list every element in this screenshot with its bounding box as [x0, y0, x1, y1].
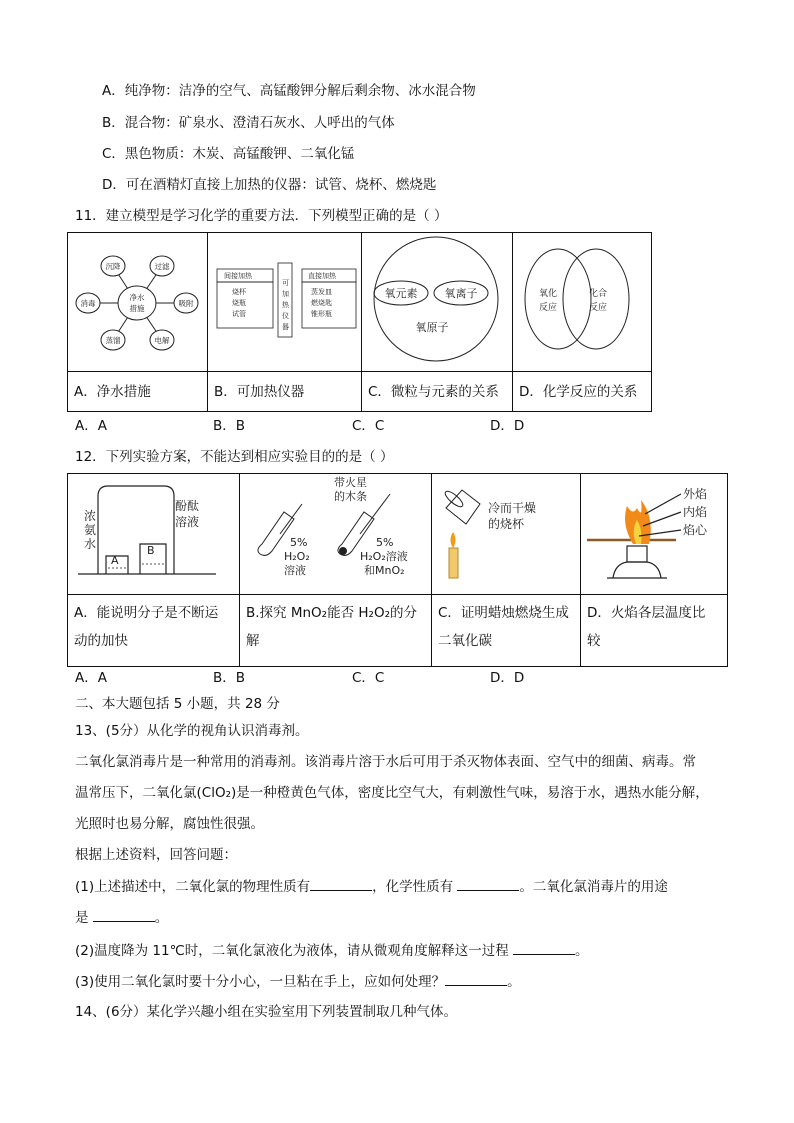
fig12b-top: 带火星 [334, 476, 367, 489]
q13-sub1: (1)上述描述中，二氧化氯的物理性质有 ，化学性质有 。二氧化氯消毒片的用途 [75, 876, 668, 897]
fig12b-right: 5% [376, 536, 394, 549]
fig-b-right-item: 锥形瓶 [311, 310, 332, 318]
q11-caption-b: B．可加热仪器 [208, 372, 362, 412]
answer-blank[interactable] [513, 940, 575, 955]
fig-b-mid: 器 [282, 323, 289, 331]
fig-a-node: 过滤 [154, 262, 170, 271]
q11-caption-d: D．化学反应的关系 [513, 372, 652, 412]
fig-b-right-item: 蒸发皿 [311, 288, 332, 296]
fig-a-node: 吸附 [178, 299, 194, 308]
fig12a-beaker-a: A [111, 554, 119, 567]
q12-answer-a: A．A [75, 670, 107, 686]
q11-answer-d: D．D [490, 418, 525, 434]
q13-para-2: 温常压下，二氧化氯(ClO₂)是一种橙黄色气体，密度比空气大，有刺激性气味，易溶于水，遇热水能分解， [75, 785, 709, 801]
q12-answer-b: B．B [213, 670, 246, 686]
q14-stem: 14、(6分）某化学兴趣小组在实验室用下列装置制取几种气体。 [75, 1004, 458, 1020]
fig-b-left-item: 烧杯 [232, 288, 246, 296]
q10-option-b: B．混合物：矿泉水、澄清石灰水、人呼出的气体 [102, 115, 395, 131]
fig-b-right-item: 燃烧匙 [311, 299, 332, 307]
q11-stem: 11．建立模型是学习化学的重要方法．下列模型正确的是（ ） [75, 208, 448, 224]
q13-prompt: 根据上述资料，回答问题： [75, 847, 237, 863]
q10-option-c: C．黑色物质：木炭、高锰酸钾、二氧化锰 [102, 146, 355, 162]
q13-sub3: (3)使用二氧化氯时要十分小心，一旦粘在手上，应如何处理？ 。 [75, 971, 521, 992]
fig-c-atom: 氧原子 [415, 321, 449, 334]
fig12b-left: H₂O₂ [284, 550, 310, 563]
fig12a-left: 氨 [84, 523, 97, 537]
q11-answer-b: B．B [213, 418, 246, 434]
fig12a-right: 溶液 [175, 515, 200, 529]
fig-b-mid: 可 [282, 279, 289, 287]
answer-blank[interactable] [457, 876, 519, 891]
fig-b-left-item: 烧瓶 [232, 299, 246, 307]
fig12a-beaker-b: B [147, 544, 155, 557]
fig12d-inner: 内焰 [683, 505, 708, 519]
q11-fig-d [513, 233, 652, 372]
fig12c-label: 冷而干燥 [488, 501, 537, 515]
q12-caption-a: A．能说明分子是不断运 动的加快 [68, 595, 240, 667]
fig-b-mid: 仪 [282, 312, 289, 320]
q11-fig-b [208, 233, 362, 372]
q12-stem: 12．下列实验方案，不能达到相应实验目的的是（ ） [75, 449, 394, 465]
fig-b-mid: 加 [282, 290, 289, 298]
q12-fig-b [240, 474, 432, 595]
q11-fig-c [362, 233, 513, 372]
q13-para-1: 二氧化氯消毒片是一种常用的消毒剂。该消毒片溶于水后可用于杀灭物体表面、空气中的细菌、病毒。常 [75, 754, 696, 770]
q12-figure-table [67, 473, 728, 667]
answer-blank[interactable] [445, 971, 507, 986]
fig-a-node: 消毒 [80, 299, 96, 308]
q13-sub2: (2)温度降为 11℃时，二氧化氯液化为液体，请从微观角度解释这一过程 。 [75, 940, 589, 961]
fig-b-left-head: 间接加热 [224, 272, 252, 280]
fig-a-center-1: 净水 [129, 293, 145, 302]
fig12b-top: 的木条 [334, 490, 367, 503]
q12-caption-c: C．证明蜡烛燃烧生成 二氧化碳 [432, 595, 581, 667]
fig12a-right: 酚酞 [175, 499, 200, 513]
q13-stem: 13、(5分）从化学的视角认识消毒剂。 [75, 723, 309, 739]
fig12b-right: H₂O₂溶液 [360, 550, 408, 563]
q13-para-3: 光照时也易分解，腐蚀性很强。 [75, 816, 264, 832]
q12-answer-c: C．C [352, 670, 385, 686]
fig12b-left: 5% [290, 536, 308, 549]
fig-b-right-head: 直接加热 [308, 272, 336, 280]
q10-option-d: D．可在酒精灯直接上加热的仪器：试管、烧杯、燃烧匙 [102, 177, 437, 193]
fig12d-core: 焰心 [683, 523, 708, 537]
fig12d-outer: 外焰 [683, 487, 708, 501]
q12-fig-d [581, 474, 728, 595]
fig-c-element: 氧元素 [384, 287, 418, 300]
q11-answer-a: A．A [75, 418, 107, 434]
fig-a-center-2: 措施 [129, 304, 145, 313]
answer-blank[interactable] [310, 876, 372, 891]
fig-a-node: 蒸馏 [105, 336, 121, 345]
fig-a-node: 沉降 [105, 262, 121, 271]
fig-d-right: 反应 [588, 303, 608, 313]
q11-caption-a: A．净水措施 [68, 372, 208, 412]
fig-c-ion: 氧离子 [444, 287, 478, 300]
q11-caption-c: C．微粒与元素的关系 [362, 372, 513, 412]
q11-figure-table [67, 232, 652, 412]
fig-d-right: 化合 [588, 289, 608, 299]
fig-d-left: 反应 [538, 303, 558, 313]
fig12a-left: 水 [84, 537, 97, 551]
q12-caption-d: D．火焰各层温度比 较 [581, 595, 728, 667]
fig12b-left: 溶液 [284, 564, 306, 577]
section-heading: 二、本大题包括 5 小题，共 28 分 [75, 696, 280, 712]
fig-b-mid: 热 [282, 301, 289, 309]
q11-answer-c: C．C [352, 418, 385, 434]
fig12a-left: 浓 [84, 509, 97, 523]
q11-fig-a [68, 233, 208, 372]
q10-option-a: A．纯净物：洁净的空气、高锰酸钾分解后剩余物、冰水混合物 [102, 83, 476, 99]
fig-a-node: 电解 [154, 336, 170, 345]
q12-fig-c [432, 474, 581, 595]
answer-blank[interactable] [93, 907, 155, 922]
fig12c-label: 的烧杯 [488, 517, 525, 531]
fig12b-right: 和MnO₂ [364, 564, 405, 577]
q12-fig-a [68, 474, 240, 595]
q12-caption-b: B.探究 MnO₂能否 H₂O₂的分 解 [240, 595, 432, 667]
q13-sub1-cont: 是 。 [75, 907, 168, 928]
fig-d-left: 氧化 [538, 289, 558, 299]
q12-answer-d: D．D [490, 670, 525, 686]
fig-b-left-item: 试管 [232, 310, 246, 318]
